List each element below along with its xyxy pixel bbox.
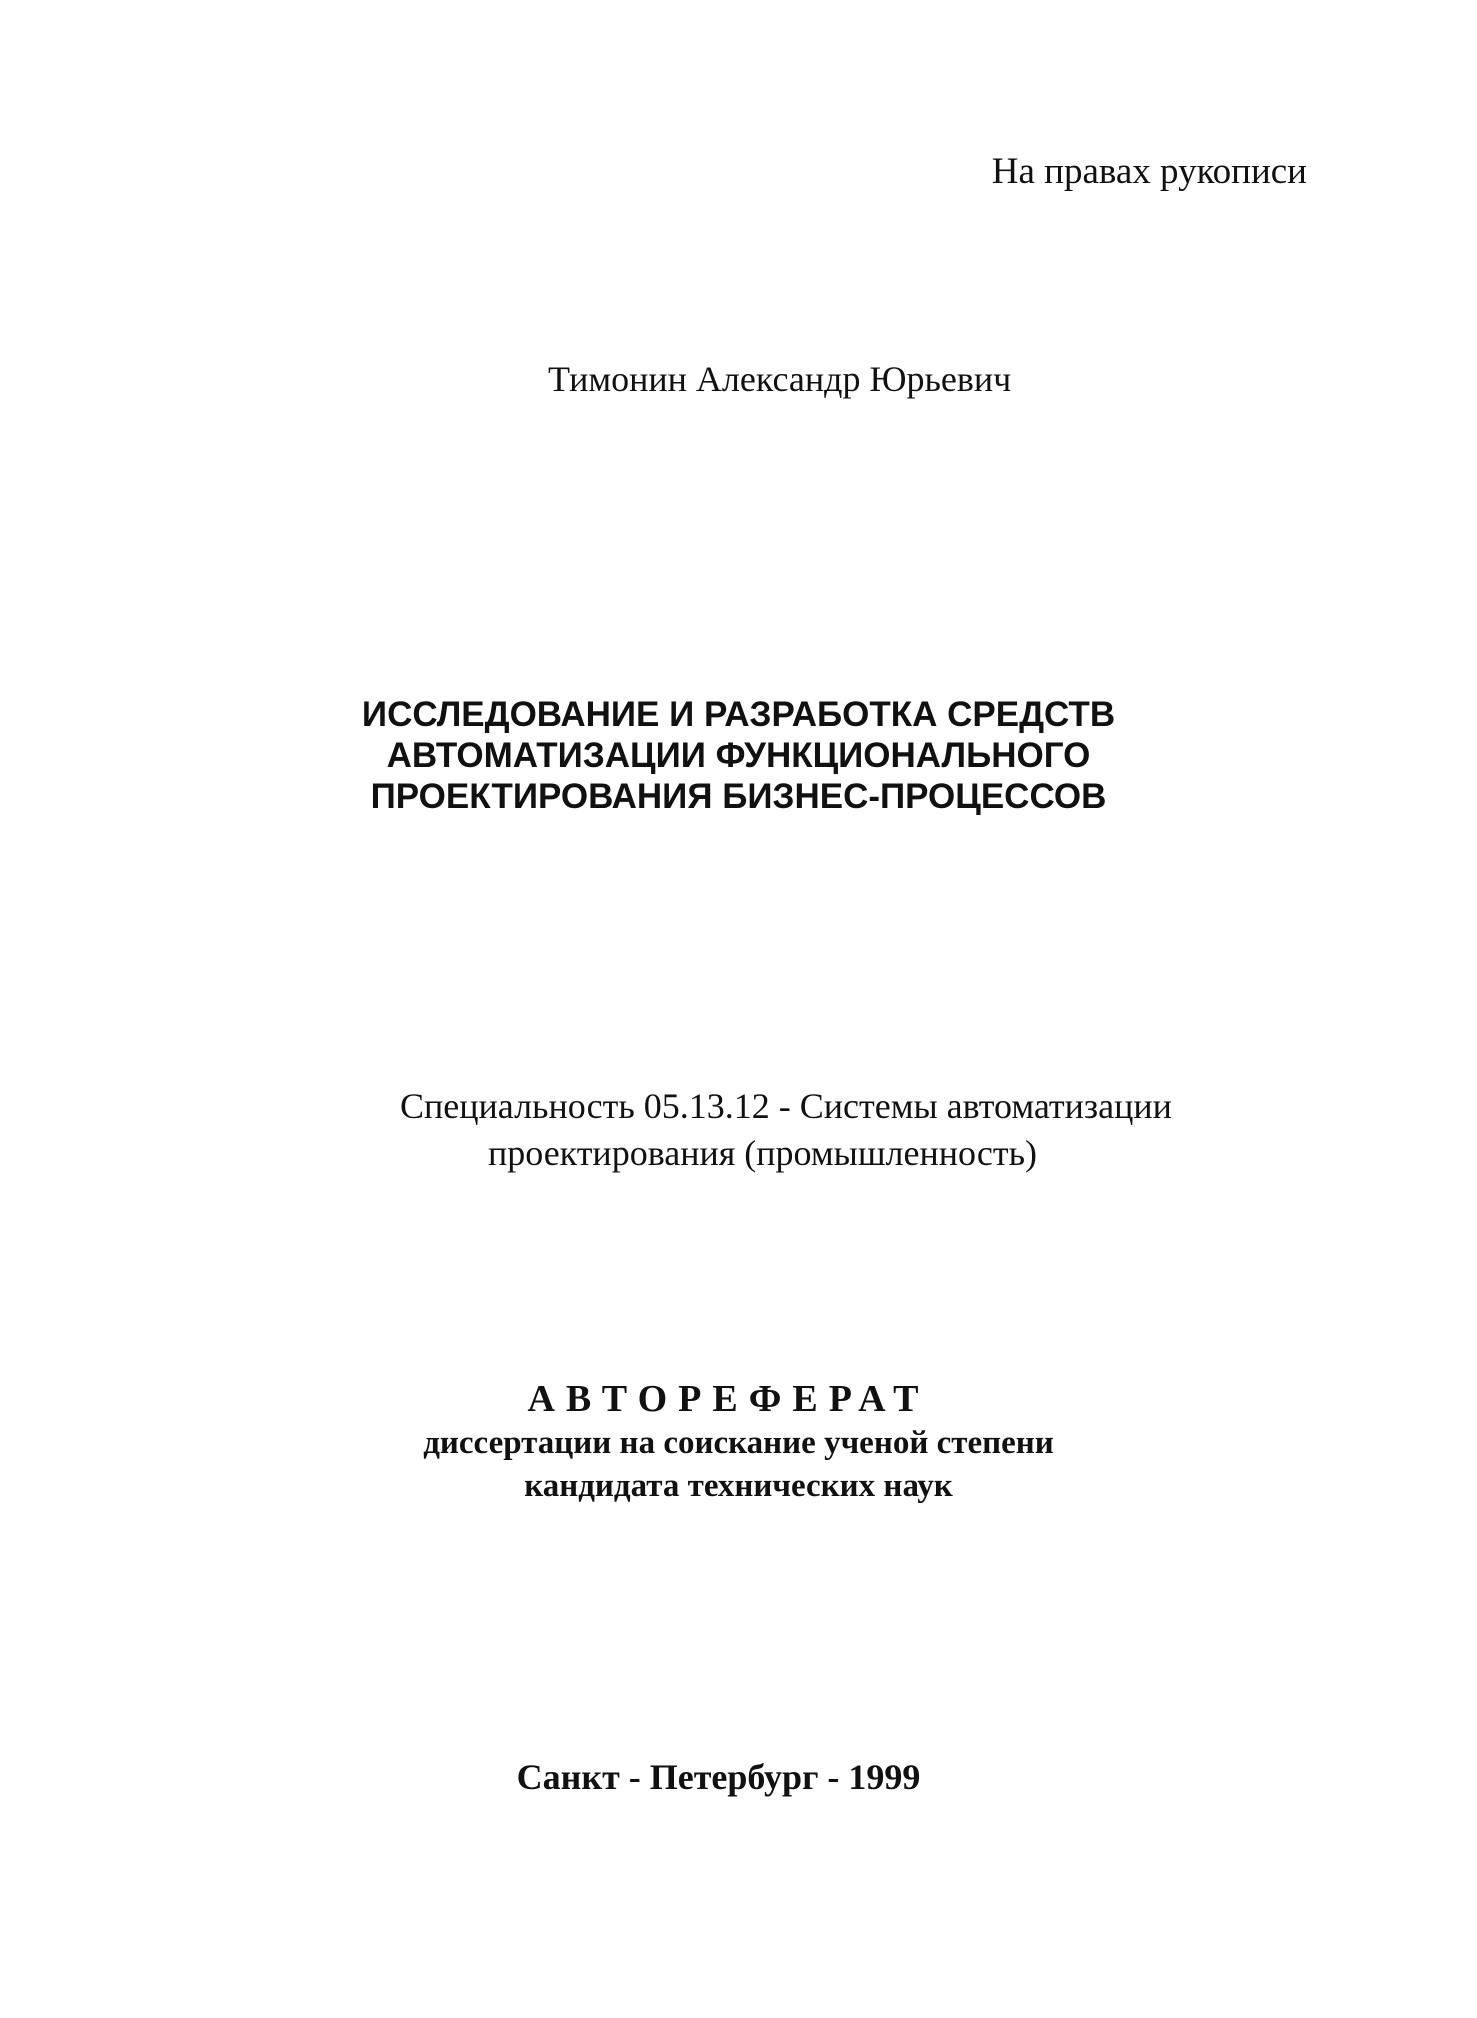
- thesis-title-line-1: ИССЛЕДОВАНИЕ И РАЗРАБОТКА СРЕДСТВ: [361, 695, 1116, 734]
- thesis-title-line-3: ПРОЕКТИРОВАНИЯ БИЗНЕС-ПРОЦЕССОВ: [370, 777, 1107, 816]
- abstract-block: [0, 1376, 1477, 1508]
- thesis-title: [0, 694, 1477, 817]
- abstract-line-1: диссертации на соискание ученой степени: [423, 1425, 1054, 1461]
- specialty-line-1: Специальность 05.13.12 - Системы автоматизации: [400, 1086, 1172, 1126]
- city-year: Санкт - Петербург - 1999: [516, 1757, 921, 1797]
- abstract-heading: АВТОРЕФЕРАТ: [527, 1378, 930, 1420]
- thesis-title-line-2: АВТОМАТИЗАЦИИ ФУНКЦИОНАЛЬНОГО: [386, 736, 1091, 775]
- manuscript-rights-note: На правах рукописи: [991, 151, 1307, 192]
- specialty-line-2: проектирования (промышленность): [488, 1133, 1038, 1173]
- specialty-block: [400, 1083, 1172, 1177]
- abstract-line-2: кандидата технических наук: [524, 1468, 953, 1504]
- author-name: Тимонин Александр Юрьевич: [548, 359, 1012, 399]
